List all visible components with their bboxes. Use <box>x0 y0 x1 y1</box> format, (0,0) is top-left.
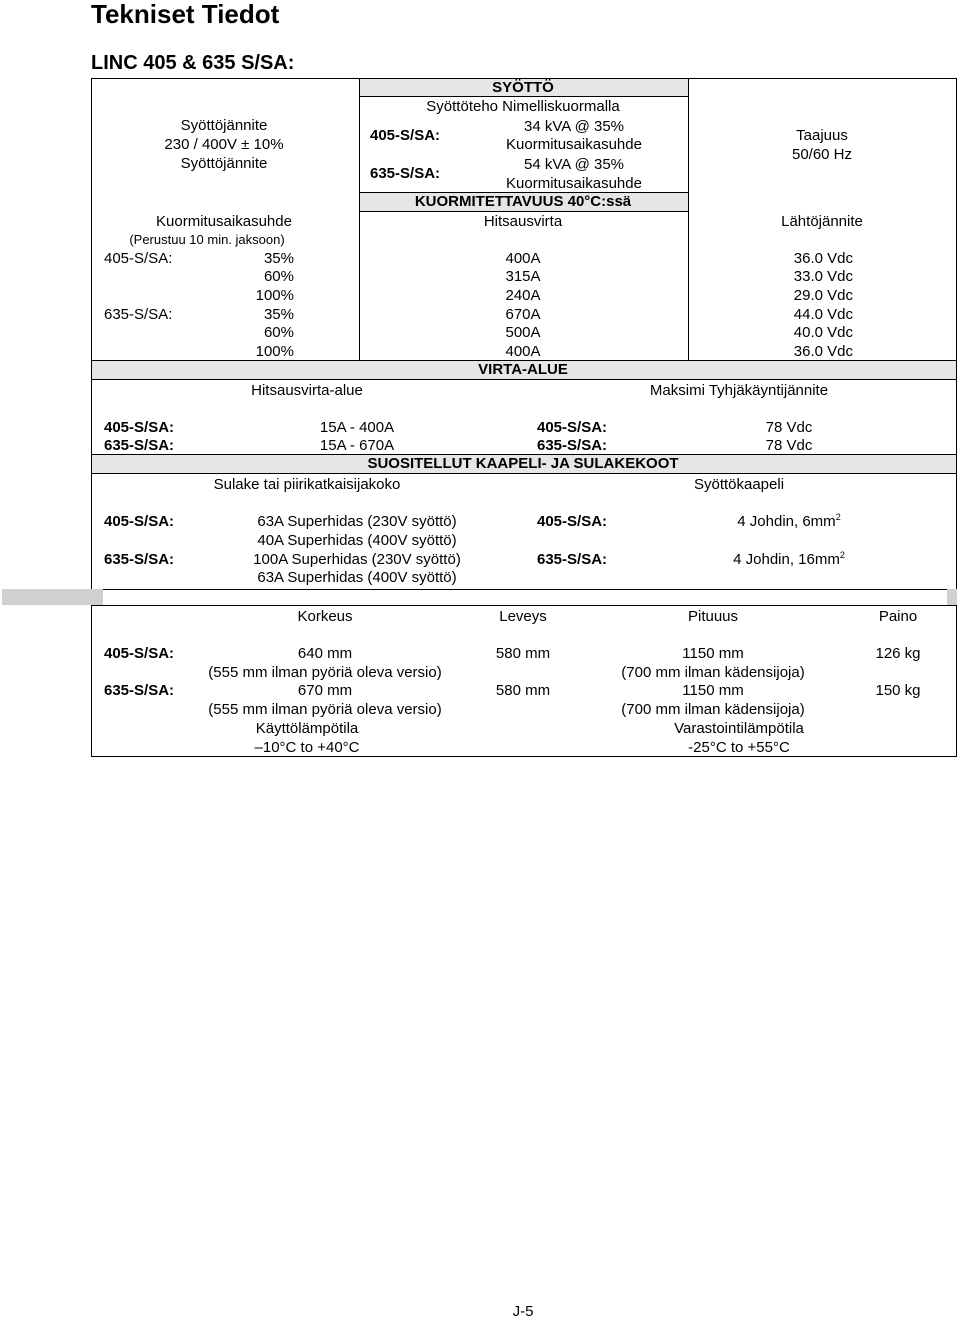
output-row-duty: 100% <box>255 343 294 360</box>
fuse-label: Sulake tai piirikatkaisijakoko <box>213 476 401 493</box>
rule <box>688 79 689 361</box>
input-power-405: 34 kVA @ 35% <box>523 118 625 135</box>
input-power-635: 54 kVA @ 35% <box>523 156 625 173</box>
output-heading: KUORMITETTAVUUS 40°C:ssä <box>414 193 632 210</box>
input-power-heading: Syöttöteho Nimelliskuormalla <box>426 98 620 115</box>
output-current-label: Hitsausvirta <box>483 213 563 230</box>
rule <box>359 79 360 361</box>
range-model-635: 635-S/SA: <box>104 437 175 454</box>
operating-temp-label: Käyttölämpötila <box>255 720 359 737</box>
fuse-635-230v: 100A Superhidas (230V syöttö) <box>253 551 461 568</box>
separator-strip-left <box>2 589 103 605</box>
output-row-current: 240A <box>505 287 541 304</box>
output-row-duty: 35% <box>263 306 294 323</box>
duty-cycle-label: Kuormitusaikasuhde <box>156 213 292 230</box>
output-row-voltage: 36.0 Vdc <box>793 250 853 267</box>
separator-strip-right <box>947 589 957 605</box>
height-label: Korkeus <box>297 608 353 625</box>
ocv-label: Maksimi Tyhjäkäyntijännite <box>649 382 829 399</box>
ocv-model-635: 635-S/SA: <box>537 437 608 454</box>
output-row-model: 405-S/SA: <box>104 250 173 267</box>
output-row-voltage: 29.0 Vdc <box>793 287 853 304</box>
input-model-635: 635-S/SA: <box>370 165 441 182</box>
rule <box>92 473 956 474</box>
input-voltage-label-2: Syöttöjännite <box>180 155 268 172</box>
input-power-note-635: Kuormitusaikasuhde <box>506 175 642 192</box>
range-635: 15A - 670A <box>319 437 395 454</box>
weight-label: Paino <box>878 608 918 625</box>
ocv-635: 78 Vdc <box>765 437 813 454</box>
rule <box>359 211 688 212</box>
length-405-note: (700 mm ilman kädensijoja) <box>621 664 805 681</box>
output-row-voltage: 44.0 Vdc <box>793 306 853 323</box>
width-label: Leveys <box>499 608 547 625</box>
page-number: J-5 <box>512 1303 534 1320</box>
cable-405: 4 Johdin, $6mm^2$ <box>737 512 841 530</box>
dim-model-405: 405-S/SA: <box>104 645 175 662</box>
output-row-voltage: 40.0 Vdc <box>793 324 853 341</box>
fuse-635-400v: 63A Superhidas (400V syöttö) <box>257 569 457 586</box>
fuse-model-635: 635-S/SA: <box>104 551 175 568</box>
output-row-current: 670A <box>505 306 541 323</box>
height-635-note: (555 mm ilman pyöriä oleva versio) <box>208 701 442 718</box>
length-405: 1150 mm <box>682 645 744 662</box>
height-635: 670 mm <box>297 682 353 699</box>
output-row-current: 315A <box>505 268 541 285</box>
height-405: 640 mm <box>297 645 353 662</box>
input-voltage-value: 230 / 400V ± 10% <box>164 136 284 153</box>
rule <box>92 379 956 380</box>
duty-cycle-note: (Perustuu 10 min. jaksoon) <box>129 232 285 247</box>
output-row-model: 635-S/SA: <box>104 306 173 323</box>
ocv-model-405: 405-S/SA: <box>537 419 608 436</box>
output-row-voltage: 36.0 Vdc <box>793 343 853 360</box>
storage-temp-label: Varastointilämpötila <box>674 720 804 737</box>
weight-405: 126 kg <box>875 645 921 662</box>
output-row-voltage: 33.0 Vdc <box>793 268 853 285</box>
fuse-405-400v: 40A Superhidas (400V syöttö) <box>257 532 457 549</box>
weight-635: 150 kg <box>875 682 921 699</box>
storage-temp-value: -25°C to +55°C <box>688 739 790 756</box>
cable-model-405: 405-S/SA: <box>537 513 608 530</box>
cable-model-635: 635-S/SA: <box>537 551 608 568</box>
fuse-model-405: 405-S/SA: <box>104 513 175 530</box>
length-635-note: (700 mm ilman kädensijoja) <box>621 701 805 718</box>
length-label: Pituuus <box>687 608 739 625</box>
input-power-note-405: Kuormitusaikasuhde <box>506 136 642 153</box>
output-row-duty: 35% <box>263 250 294 267</box>
height-405-note: (555 mm ilman pyöriä oleva versio) <box>208 664 442 681</box>
output-voltage-label: Lähtöjännite <box>781 213 863 230</box>
output-row-duty: 100% <box>255 287 294 304</box>
operating-temp-value: –10°C to +40°C <box>254 739 360 756</box>
frequency-value: 50/60 Hz <box>791 146 853 163</box>
output-row-current: 400A <box>505 343 541 360</box>
dim-model-635: 635-S/SA: <box>104 682 175 699</box>
output-row-current: 400A <box>505 250 541 267</box>
output-row-current: 500A <box>505 324 541 341</box>
frequency-label: Taajuus <box>796 127 848 144</box>
input-model-405: 405-S/SA: <box>370 127 441 144</box>
output-row-duty: 60% <box>263 268 294 285</box>
output-row-duty: 60% <box>263 324 294 341</box>
input-voltage-label: Syöttöjännite <box>180 117 268 134</box>
cables-heading: SUOSITELLUT KAAPELI- JA SULAKEKOOT <box>367 455 679 472</box>
current-range-label: Hitsausvirta-alue <box>251 382 363 399</box>
range-model-405: 405-S/SA: <box>104 419 175 436</box>
cable-635: 4 Johdin, $16mm^2$ <box>733 550 845 568</box>
input-heading: SYÖTTÖ <box>492 79 554 96</box>
range-heading: VIRTA-ALUE <box>478 361 568 378</box>
length-635: 1150 mm <box>682 682 744 699</box>
width-635: 580 mm <box>495 682 551 699</box>
page-subtitle: LINC 405 & 635 S/SA: <box>91 52 295 74</box>
ocv-405: 78 Vdc <box>765 419 813 436</box>
page-title: Tekniset Tiedot <box>91 0 280 29</box>
range-405: 15A - 400A <box>319 419 395 436</box>
cable-label: Syöttökaapeli <box>693 476 785 493</box>
width-405: 580 mm <box>495 645 551 662</box>
fuse-405-230v: 63A Superhidas (230V syöttö) <box>257 513 457 530</box>
